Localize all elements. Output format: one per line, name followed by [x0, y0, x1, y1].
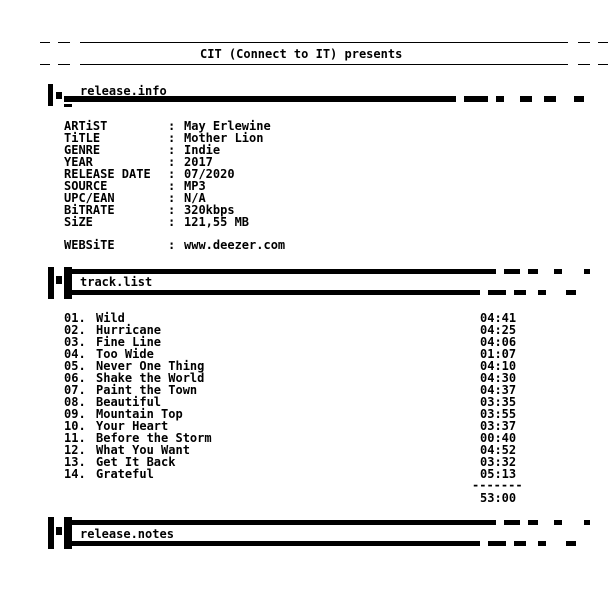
track-duration: 03:55 — [480, 407, 517, 421]
info-key: RELEASE DATE — [64, 167, 151, 181]
track-number: 01. — [64, 311, 86, 325]
track-duration: 05:13 — [480, 467, 517, 481]
track-title: Too Wide — [96, 347, 154, 361]
track-title: Paint the Town — [96, 383, 198, 397]
track-number: 03. — [64, 335, 86, 349]
track-title: Your Heart — [96, 419, 169, 433]
section-title-track-list: track.list — [80, 275, 153, 289]
info-separator: : — [168, 203, 176, 217]
info-value: 121,55 MB — [184, 215, 250, 229]
track-duration: 00:40 — [480, 431, 517, 445]
track-title: Never One Thing — [96, 359, 205, 373]
track-duration: 04:41 — [480, 311, 517, 325]
track-title: Wild — [96, 311, 125, 325]
track-title: Fine Line — [96, 335, 162, 349]
track-duration: 03:37 — [480, 419, 517, 433]
info-value-website[interactable]: www.deezer.com — [184, 238, 286, 252]
total-time: 53:00 — [480, 491, 517, 505]
track-duration: 04:25 — [480, 323, 517, 337]
info-separator: : — [168, 119, 176, 133]
track-number: 11. — [64, 431, 86, 445]
page-title: CIT (Connect to IT) presents — [200, 47, 403, 61]
track-title: Shake the World — [96, 371, 205, 385]
track-number: 14. — [64, 467, 86, 481]
track-duration: 04:30 — [480, 371, 517, 385]
track-number: 02. — [64, 323, 86, 337]
info-key: BiTRATE — [64, 203, 115, 217]
track-title: Before the Storm — [96, 431, 212, 445]
track-duration: 03:35 — [480, 395, 517, 409]
track-title: Beautiful — [96, 395, 162, 409]
track-number: 12. — [64, 443, 86, 457]
info-value: 07/2020 — [184, 167, 235, 181]
info-value: 2017 — [184, 155, 213, 169]
track-number: 04. — [64, 347, 86, 361]
info-key: SiZE — [64, 215, 93, 229]
track-number: 08. — [64, 395, 86, 409]
info-separator: : — [168, 167, 176, 181]
track-duration: 04:10 — [480, 359, 517, 373]
info-separator: : — [168, 131, 176, 145]
info-key: YEAR — [64, 155, 93, 169]
track-title: Get It Back — [96, 455, 176, 469]
info-value: May Erlewine — [184, 119, 271, 133]
track-number: 07. — [64, 383, 86, 397]
info-key: ARTiST — [64, 119, 108, 133]
info-separator: : — [168, 238, 176, 252]
info-separator: : — [168, 191, 176, 205]
track-number: 09. — [64, 407, 86, 421]
info-separator: : — [168, 179, 176, 193]
section-title-release-info: release.info — [80, 84, 167, 98]
total-rule: ------- — [472, 478, 523, 492]
track-duration: 03:32 — [480, 455, 517, 469]
info-key: GENRE — [64, 143, 101, 157]
info-key: TiTLE — [64, 131, 101, 145]
info-value: N/A — [184, 191, 206, 205]
track-number: 05. — [64, 359, 86, 373]
info-value: MP3 — [184, 179, 206, 193]
track-title: Grateful — [96, 467, 154, 481]
info-separator: : — [168, 155, 176, 169]
track-title: Hurricane — [96, 323, 162, 337]
info-key: UPC/EAN — [64, 191, 115, 205]
info-separator: : — [168, 215, 176, 229]
track-number: 13. — [64, 455, 86, 469]
track-duration: 04:37 — [480, 383, 517, 397]
info-value: Mother Lion — [184, 131, 264, 145]
info-value: 320kbps — [184, 203, 235, 217]
info-separator: : — [168, 143, 176, 157]
track-duration: 04:06 — [480, 335, 517, 349]
section-title-release-notes: release.notes — [80, 527, 174, 541]
track-number: 10. — [64, 419, 86, 433]
info-key: SOURCE — [64, 179, 108, 193]
track-title: What You Want — [96, 443, 190, 457]
track-duration: 04:52 — [480, 443, 517, 457]
track-duration: 01:07 — [480, 347, 517, 361]
info-key-website: WEBSiTE — [64, 238, 115, 252]
track-title: Mountain Top — [96, 407, 183, 421]
info-value: Indie — [184, 143, 221, 157]
track-number: 06. — [64, 371, 86, 385]
